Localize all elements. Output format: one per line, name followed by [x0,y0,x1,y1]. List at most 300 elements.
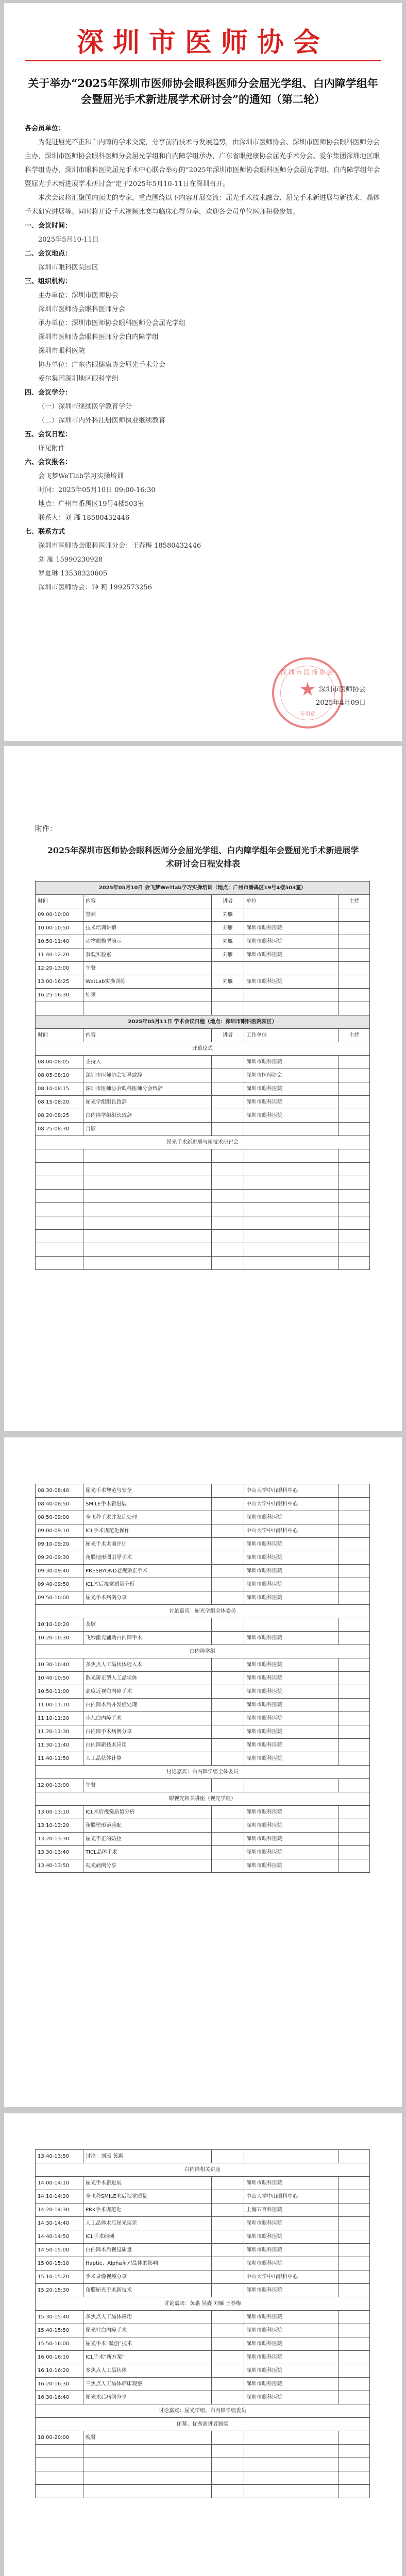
table-cell [212,962,244,975]
table-row [36,989,370,1002]
table-cell: 动物眼模型演示 [83,935,212,948]
table-cell: 09:00-10:00 [36,908,83,922]
table-cell: 深圳市眼科医院 [244,1712,339,1725]
table-row [36,1806,370,1819]
table-row [36,1136,370,1149]
table-row [36,1216,370,1230]
table-cell: 深圳市眼科医院 [244,1859,339,1873]
table-cell [339,2204,370,2217]
span-cell: 屈光手术新进展与新技术研讨会 [36,1136,370,1149]
table-cell: 13:10-13:20 [36,1819,83,1833]
table-cell [339,2230,370,2244]
table-cell [83,1230,212,1243]
table-row [36,1042,370,1056]
table-cell [212,1779,244,1792]
table-cell [339,1658,370,1672]
table-cell: 10:50-11:40 [36,935,83,948]
schedule-page [4,2113,402,2576]
table-row [36,2364,370,2378]
table-row [36,1203,370,1216]
table-cell [339,2458,370,2471]
section-heading: 三、组织机构： [25,278,72,285]
table-row [36,2284,370,2297]
table-cell [339,1257,370,1270]
table-cell [36,1230,83,1243]
span-cell: 讨论嘉宾：黄惠 吴鑫 刘雁 王春梅 [36,2297,370,2311]
table-cell: 16:30-16:40 [36,2391,83,2404]
table-cell [339,1498,370,1511]
table-row [36,1538,370,1551]
seal-subtext: 专用章 [300,711,315,717]
table-cell: 16:25-16:30 [36,989,83,1002]
table-cell [244,1618,339,1632]
table-row [36,2297,370,2311]
table-cell: 内容 [83,1029,212,1042]
table-cell: 15:00-15:10 [36,2257,83,2270]
table-cell [212,1082,244,1096]
table-cell: 讲者 [212,895,244,908]
table-cell [36,2458,83,2471]
table-cell [212,2364,244,2378]
table-cell [212,1859,244,1873]
table-row [36,1551,370,1565]
table-cell [339,1511,370,1524]
table-cell: 屈光学组组长致辞 [83,1096,212,1109]
table-cell [212,1149,244,1163]
table-cell: 10:50-11:00 [36,1685,83,1699]
table-row [36,1109,370,1123]
table-cell [339,2284,370,2297]
table-row [36,1739,370,1752]
table-cell: PRK手术规范化 [83,2204,212,2217]
table-cell: 18:00-20:00 [36,2431,83,2445]
table-row [36,1069,370,1082]
table-cell [339,1538,370,1551]
table-cell: 全飞秒手术并发症处理 [83,1511,212,1524]
table-row [36,882,370,895]
table-cell [212,1632,244,1645]
table-cell: TICL晶体手术 [83,1846,212,1859]
table-cell: 签到 [83,908,212,922]
attachment-label: 附件： [35,825,57,833]
table-row [36,1779,370,1792]
table-cell [339,1082,370,1096]
table-cell: 时间 [36,895,83,908]
schedule-page [4,1437,402,2107]
table-row [36,1230,370,1243]
table-row [36,1257,370,1270]
section-line: 刘 雁 15990230928 [38,556,103,564]
table-row [36,2177,370,2190]
span-cell: 眼视光相关讲座（视光学组） [36,1792,370,1806]
table-cell [212,2150,244,2163]
table-cell: 高度近视白内障手术 [83,1685,212,1699]
table-cell: 16:20-16:30 [36,2378,83,2391]
table-row [36,2418,370,2431]
table-cell [339,2177,370,2190]
table-cell [339,2150,370,2163]
table-row [36,2324,370,2337]
table-cell: 主持 [339,895,370,908]
table-cell [212,1846,244,1859]
table-row [36,2190,370,2204]
schedule-table [35,1484,370,1873]
table-cell: 14:10-14:20 [36,2190,83,2204]
table-cell [212,1565,244,1578]
table-cell [36,1257,83,1270]
section-line: 协办单位：广东省眼健康协会屈光手术分会 [38,361,166,369]
table-cell [244,1002,339,1015]
table-cell: 深圳市眼科医院 [244,1591,339,1605]
section-line: 深圳市医师协会：钟 莉 1992573256 [38,584,152,591]
table-cell [339,1618,370,1632]
table-cell [212,2485,244,2498]
table-row [36,1578,370,1591]
table-cell: 09:30-09:40 [36,1565,83,1578]
table-cell [212,1658,244,1672]
table-row [36,1819,370,1833]
table-row [36,1685,370,1699]
table-cell [212,2431,244,2445]
table-cell: 中山大学中山眼科中心 [244,2270,339,2284]
table-cell [339,1632,370,1645]
table-cell [339,922,370,935]
table-cell: 12:20-13:00 [36,962,83,975]
table-cell: 深圳市眼科医院 [244,1833,339,1846]
table-cell: 午餐 [83,1779,212,1792]
table-cell: 中山大学中山眼科中心 [244,1498,339,1511]
table-cell: 内容 [83,895,212,908]
table-cell: 08:25-08:30 [36,1123,83,1136]
table-cell [212,2445,244,2458]
span-cell: 讨论嘉宾：屈光学组全体委员 [36,1605,370,1618]
table-row [36,2378,370,2391]
table-cell [339,2391,370,2404]
table-cell [212,2217,244,2230]
table-cell [339,1565,370,1578]
table-cell [339,2311,370,2324]
table-row [36,2244,370,2257]
table-cell: 深圳市眼科医院 [244,1578,339,1591]
table-cell: 角膜塑形镜验配 [83,1819,212,1833]
table-row [36,1498,370,1511]
table-cell: 技术培训讲解 [83,922,212,935]
table-row [36,2163,370,2177]
table-cell: 人工晶体术后屈光误差 [83,2217,212,2230]
table-cell [83,1149,212,1163]
table-cell: ICL术后视觉质量分析 [83,1578,212,1591]
table-row [36,2391,370,2404]
table-cell [83,2458,212,2471]
table-cell: 多焦点人工晶状体 [83,2364,212,2378]
table-cell [212,1551,244,1565]
table-cell [339,2485,370,2498]
table-row [36,2458,370,2471]
table-cell: 深圳市眼科医院 [244,1672,339,1685]
table-row [36,1190,370,1203]
table-row [36,2351,370,2364]
table-cell: 小儿白内障手术 [83,1712,212,1725]
table-row [36,1176,370,1190]
table-cell [339,2270,370,2284]
table-cell [339,962,370,975]
table-row [36,975,370,989]
table-cell [212,1096,244,1109]
table-cell [339,1779,370,1792]
table-cell: 上海五官科医院 [244,2204,339,2217]
table-cell [212,1699,244,1712]
table-cell: 15:50-16:00 [36,2337,83,2351]
table-cell: 深圳市眼科医院 [244,1565,339,1578]
table-cell [339,1176,370,1190]
table-cell [339,989,370,1002]
table-cell: 白内障术后视觉质量 [83,2244,212,2257]
table-row [36,922,370,935]
table-cell [244,2431,339,2445]
table-cell: 深圳市医师协会眼科医师分会致辞 [83,1082,212,1096]
section-header-cell: 2025年05月11日 学术会议日程（地点：深圳市眼科医院园区） [36,1015,370,1029]
table-cell: 刘雁 [212,935,244,948]
table-cell: 白内障术后并发症处理 [83,1699,212,1712]
table-row [36,908,370,922]
table-cell [339,2471,370,2485]
table-cell [36,1176,83,1190]
span-cell: 白内障相关讲座 [36,2163,370,2177]
table-cell: 三焦点人工晶体临床观察 [83,2378,212,2391]
table-cell [339,1243,370,1257]
table-cell [339,1163,370,1176]
table-cell: 时间 [36,1029,83,1042]
table-cell [212,1484,244,1498]
table-cell [212,2177,244,2190]
table-cell [339,1230,370,1243]
table-cell: 手术录像视频分享 [83,2270,212,2284]
table-cell: 13:30-13:40 [36,1846,83,1859]
table-cell [244,908,339,922]
section-heading: 五、会议日程： [25,431,72,438]
table-cell [244,1163,339,1176]
table-row [36,2150,370,2163]
table-cell [339,1096,370,1109]
table-cell [212,2190,244,2204]
table-cell [339,1524,370,1538]
table-cell [83,1176,212,1190]
notice-body [25,122,381,595]
table-cell [339,1149,370,1163]
table-cell: 多焦点人工晶状体植入术 [83,1658,212,1672]
notice-sections [25,219,381,595]
section-line: 承办单位：深圳市医师协会眼科医师分会屈光学组 [38,319,186,327]
table-cell: 人工晶状体计算 [83,1752,212,1766]
table-row [36,1658,370,1672]
table-cell [339,1699,370,1712]
table-cell: 13:00-16:25 [36,975,83,989]
table-row [36,962,370,975]
table-cell: 刘雁 [212,908,244,922]
table-cell: 全飞秒SMILE术后视觉质量 [83,2190,212,2204]
section-heading: 四、会议学分： [25,389,72,397]
table-cell: 11:20-11:30 [36,1725,83,1739]
table-cell: 09:50-10:00 [36,1591,83,1605]
table-cell: 视光病例分享 [83,1859,212,1873]
table-row [36,2445,370,2458]
section-line: 深圳市医师协会眼科医师分会：王春梅 18580432446 [38,542,201,550]
section-line: 会飞梦WeTlab学习实操培训 [38,472,124,480]
table-row [36,2337,370,2351]
table-cell [339,948,370,962]
table-cell [244,2445,339,2458]
table-cell [212,2270,244,2284]
section-heading: 一、会议时间： [25,222,72,230]
table-cell [244,2458,339,2471]
span-cell: 讨论嘉宾：白内障学组全体委员 [36,1766,370,1779]
table-cell [212,1538,244,1551]
table-cell [212,2337,244,2351]
table-cell: 白内障学组组长致辞 [83,1109,212,1123]
table-cell [339,1833,370,1846]
table-cell [212,1163,244,1176]
table-cell: 深圳市眼科医院 [244,1752,339,1766]
table-cell [339,1859,370,1873]
table-cell: 深圳市眼科医院 [244,2391,339,2404]
table-cell [212,1511,244,1524]
table-cell: 中山大学中山眼科中心 [244,2190,339,2204]
table-cell [212,1109,244,1123]
table-row [36,1096,370,1109]
table-cell [212,2324,244,2337]
table-cell [83,1002,212,1015]
letterhead: 深圳市医师协会 [76,27,329,58]
table-cell: 15:40-15:50 [36,2324,83,2337]
table-row [36,1859,370,1873]
official-seal [272,657,343,728]
table-cell: 10:40-10:50 [36,1672,83,1685]
table-cell: 08:15-08:20 [36,1096,83,1109]
star-icon: ★ [299,679,316,700]
table-cell [244,2485,339,2498]
table-cell: 屈光性白内障手术 [83,2324,212,2337]
section-line: 罗夏琳 13538320605 [38,570,108,578]
signature-org: 深圳市医师协会 [318,686,366,693]
table-cell [339,2364,370,2378]
table-row [36,2257,370,2270]
table-cell [212,1578,244,1591]
table-cell [339,1203,370,1216]
table-cell [339,2431,370,2445]
section-line: 深圳市医师协会眼科医师分会 [38,306,126,313]
table-cell [212,2204,244,2217]
table-cell: 多焦点人工晶体应用 [83,2311,212,2324]
table-cell: 屈光手术“微创”技术 [83,2337,212,2351]
table-cell [339,1069,370,1082]
table-cell: 深圳市眼科医院 [244,948,339,962]
table-cell [83,1257,212,1270]
table-cell: 讲者 [212,1029,244,1042]
table-cell [83,2445,212,2458]
table-cell [339,975,370,989]
table-cell [244,1779,339,1792]
table-cell [339,1002,370,1015]
table-row [36,1163,370,1176]
table-cell [212,1056,244,1069]
table-cell: 深圳市眼科医院 [244,2177,339,2190]
table-cell: 深圳市眼科医院 [244,1551,339,1565]
table-cell [83,1190,212,1203]
table-cell [339,1484,370,1498]
table-cell [212,2378,244,2391]
table-cell: 深圳市眼科医院 [244,935,339,948]
table-cell [212,1672,244,1685]
table-cell: 角膜地形图引导手术 [83,1551,212,1565]
table-cell [244,2471,339,2485]
table-cell [339,1819,370,1833]
table-cell [244,1230,339,1243]
table-cell: 主持 [339,1029,370,1042]
table-cell: 深圳市眼科医院 [244,2364,339,2378]
table-row [36,895,370,908]
table-cell [212,1806,244,1819]
table-row [36,1699,370,1712]
table-cell: 16:10-16:20 [36,2364,83,2378]
table-row [36,2217,370,2230]
table-cell: 08:00-08:05 [36,1056,83,1069]
span-cell: 开幕仪式 [36,1042,370,1056]
table-cell: 深圳市医师协会 [244,1069,339,1082]
table-row [36,2471,370,2485]
table-cell [36,2471,83,2485]
table-row [36,1672,370,1685]
table-cell: 讨论：刘雁 黄惠 [83,2150,212,2163]
table-row [36,1618,370,1632]
table-cell: 屈光手术新进展 [83,2177,212,2190]
table-cell: 午餐 [83,962,212,975]
table-row [36,2311,370,2324]
table-cell [36,1216,83,1230]
table-row [36,2404,370,2418]
table-cell [339,2337,370,2351]
table-cell: 09:40-09:50 [36,1578,83,1591]
table-cell: 11:10-11:20 [36,1712,83,1725]
table-cell [339,935,370,948]
table-cell [212,1230,244,1243]
table-cell: 10:10-10:20 [36,1618,83,1632]
table-cell [36,1163,83,1176]
table-cell [83,1243,212,1257]
table-cell [212,1069,244,1082]
table-cell: 08:05-08:10 [36,1069,83,1082]
table-cell: 深圳市眼科医院 [244,2378,339,2391]
table-cell [36,1190,83,1203]
table-cell: 14:00-14:10 [36,2177,83,2190]
table-cell: 深圳市眼科医院 [244,1082,339,1096]
table-row [36,1015,370,1029]
table-cell: 09:20-09:30 [36,1551,83,1565]
table-row [36,1605,370,1618]
table-cell: 13:20-13:30 [36,1833,83,1846]
table-cell [212,1190,244,1203]
table-cell [83,1163,212,1176]
table-row [36,1792,370,1806]
notice-title: 关于举办“2025年深圳市医师协会眼科医师分会屈光学组、白内障学组年会暨屈光手术新进展学术研讨会”的通知（第二轮） [28,77,378,106]
table-row [36,1833,370,1846]
table-row [36,2485,370,2498]
table-cell: 16:00-16:10 [36,2351,83,2364]
table-cell: 深圳市眼科医院 [244,1699,339,1712]
table-cell: 11:40-12:20 [36,948,83,962]
signature-date: 2025年4月09日 [316,699,366,707]
table-cell: 13:00-13:10 [36,1806,83,1819]
table-cell [212,1752,244,1766]
